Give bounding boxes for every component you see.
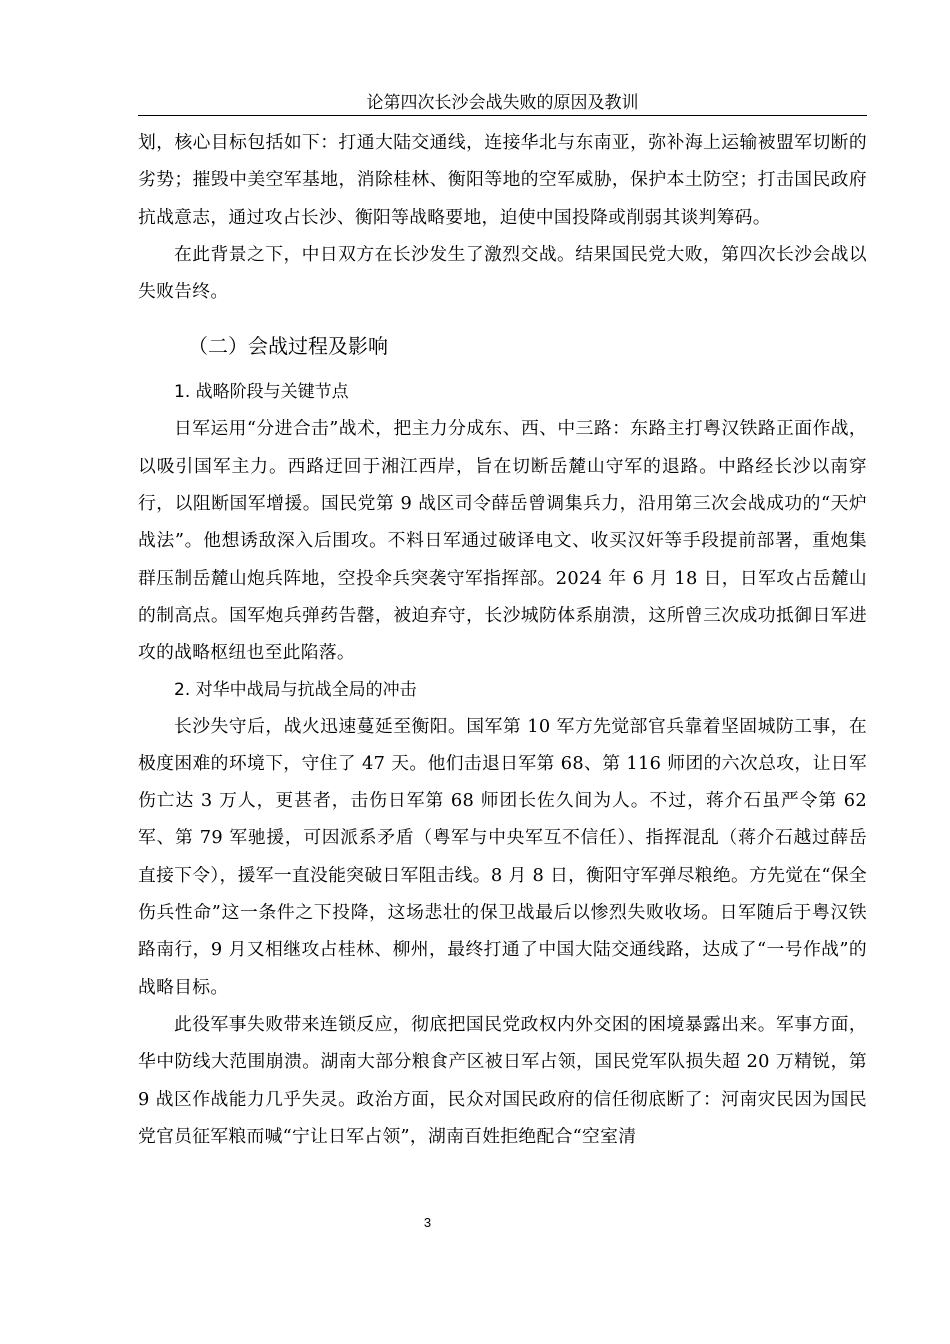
paragraph-consequences: 此役军事失败带来连锁反应，彻底把国民党政权内外交困的困境暴露出来。军事方面，华中防线大范围崩溃。湖南大部分粮食产区被日军占领，国民党军队损失超 20 万精锐，第 9 战区作战能力几乎失灵。政治方面，民众对国民政府的信任彻底断了：河南灾民因为国民党官员征军粮而喊“宁让日军占领”，湖南百姓拒绝配合“空室清	[138, 1013, 867, 1147]
subsection-heading-1: 1. 战略阶段与关键节点	[174, 382, 349, 403]
paragraph-background: 在此背景之下，中日双方在长沙发生了激烈交战。结果国民党大败，第四次长沙会战以失败告终。	[138, 243, 867, 303]
paragraph-hengyang: 长沙失守后，战火迅速蔓延至衡阳。国军第 10 军方先觉部官兵靠着坚固城防工事，在极度困难的环境下，守住了 47 天。他们击退日军第 68、第 116 师团的六次总攻，让日军伤亡达 3 万人，更甚者，击伤日军第 68 师团长佐久间为人。不过，蒋介石虽严令第 62 军、第 79 军驰援，可因派系矛盾（粤军与中央军互不信任）、指挥混乱（蒋介石越过薛岳直接下令），援军一直没能突破日军阻击线。8 月 8 日，衡阳守军弹尽粮绝。方先觉在“保全伤兵性命”这一条件之下投降，这场悲壮的保卫战最后以惨烈失败收场。日军随后于粤汉铁路南行，9 月又相继攻占桂林、柳州，最终打通了中国大陆交通线路，达成了“一号作战”的战略目标。	[138, 715, 867, 998]
section-heading: （二）会战过程及影响	[188, 334, 388, 359]
page-number: 3	[423, 1215, 432, 1230]
paragraph-strategy: 日军运用“分进合击”战术，把主力分成东、西、中三路：东路主打粤汉铁路正面作战，以吸引国军主力。西路迂回于湘江西岸，旨在切断岳麓山守军的退路。中路经长沙以南穿行，以阻断国军增援。国民党第 9 战区司令薛岳曾调集兵力，沿用第三次会战成功的“天炉战法”。他想诱敌深入后围攻。不料日军通过破译电文、收买汉奸等手段提前部署，重炮集群压制岳麓山炮兵阵地，空投伞兵突袭守军指挥部。2024 年 6 月 18 日，日军攻占岳麓山的制高点。国军炮兵弹药告罄，被迫弃守，长沙城防体系崩溃，这所曾三次成功抵御日军进攻的战略枢纽也至此陷落。	[138, 418, 867, 664]
running-header: 论第四次长沙会战失败的原因及教训	[138, 91, 867, 116]
paragraph-continued: 划，核心目标包括如下：打通大陆交通线，连接华北与东南亚，弥补海上运输被盟军切断的劣势；摧毁中美空军基地，消除桂林、衡阳等地的空军威胁，保护本土防空；打击国民政府抗战意志，通过攻占长沙、衡阳等战略要地，迫使中国投降或削弱其谈判筹码。	[138, 132, 867, 228]
document-body	[138, 124, 867, 1155]
subsection-heading-2: 2. 对华中战局与抗战全局的冲击	[174, 679, 417, 700]
